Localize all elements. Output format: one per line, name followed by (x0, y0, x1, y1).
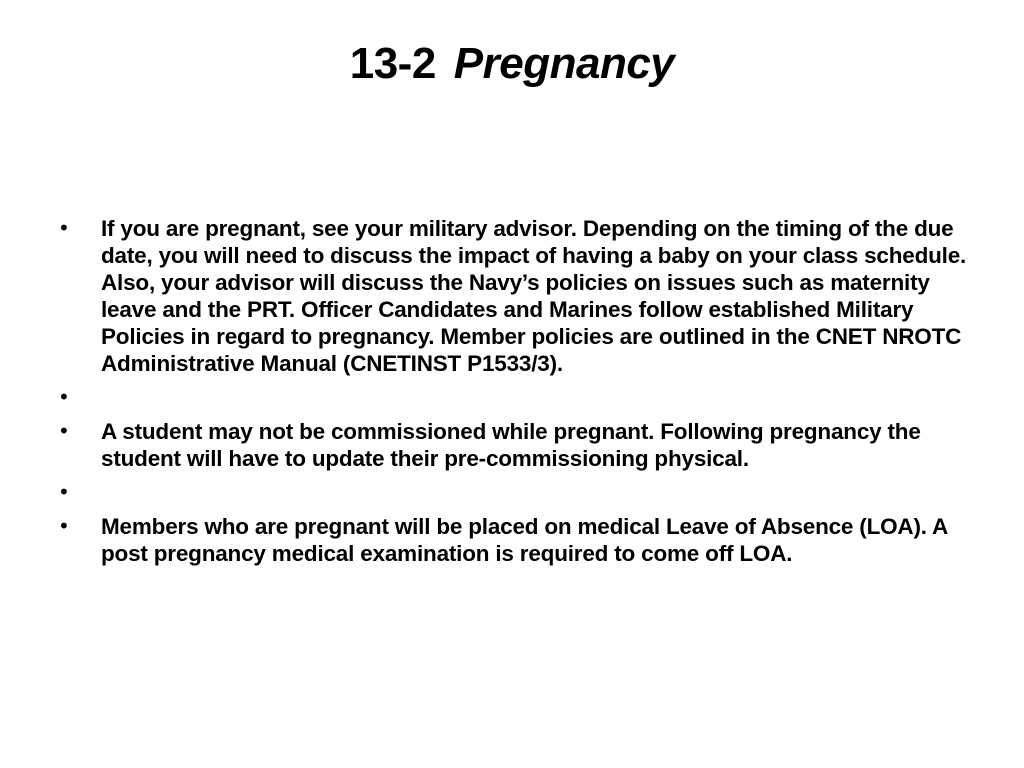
bullet-text-5: Members who are pregnant will be placed on medical Leave of Absence (LOA). A post pregnancy medical examination is required to come off LOA. (101, 514, 948, 566)
bullet-dot-icon: • (58, 385, 70, 409)
bullet-list (58, 215, 968, 574)
bullet-dot-icon: • (58, 480, 70, 504)
bullet-item-4 (58, 479, 968, 506)
bullet-item-1 (58, 215, 968, 377)
bullet-item-3 (58, 418, 968, 472)
bullet-text-4 (101, 479, 968, 506)
bullet-dot-icon: • (58, 419, 70, 443)
bullet-text-1: If you are pregnant, see your military advisor. Depending on the timing of the due date, you will need to discuss the impact of having a baby on your class schedule. Also, your advisor will discuss the Navy’s policies on issues such as maternity leave and the PRT. Officer Candidates and Marines follow established Military Policies in regard to pregnancy. Member policies are outlined in the CNET NROTC Administrative Manual (CNETINST P1533/3). (101, 216, 967, 376)
bullet-item-5 (58, 513, 968, 567)
bullet-dot-icon: • (58, 216, 70, 240)
bullet-dot-icon: • (58, 514, 70, 538)
bullet-text-2 (101, 384, 968, 411)
slide-title (0, 36, 1024, 92)
bullet-item-2 (58, 384, 968, 411)
title-topic: Pregnancy (453, 39, 675, 88)
bullet-text-3: A student may not be commissioned while pregnant. Following pregnancy the student will have to update their pre-commissioning physical. (101, 419, 921, 471)
title-number: 13-2 (349, 39, 436, 88)
